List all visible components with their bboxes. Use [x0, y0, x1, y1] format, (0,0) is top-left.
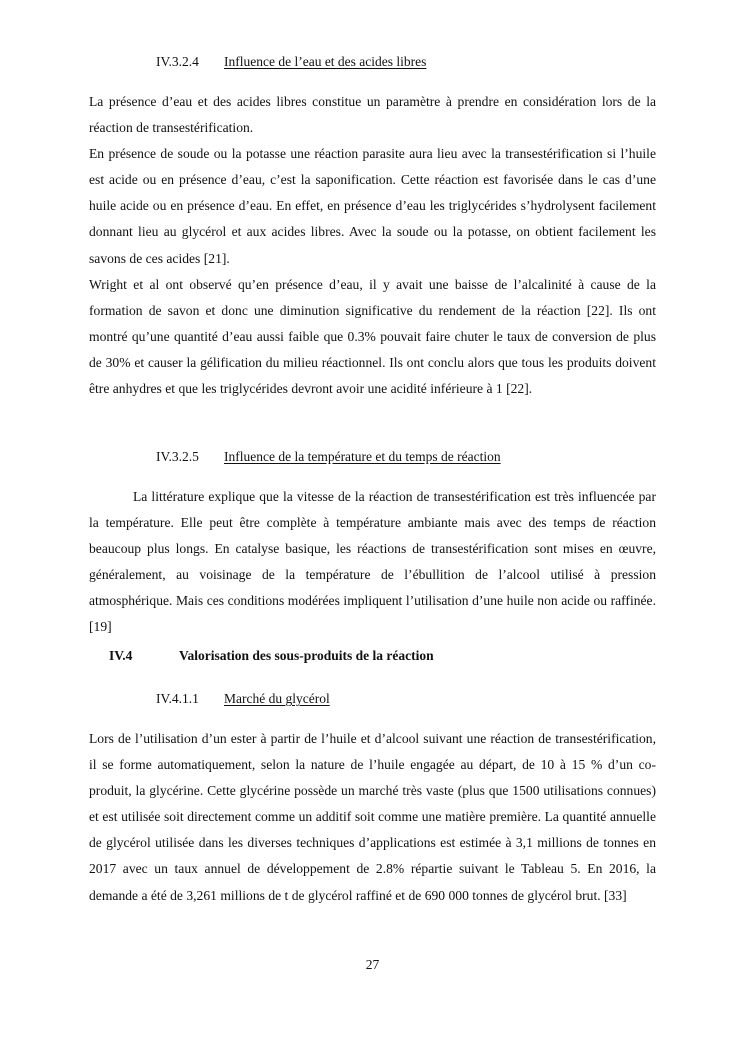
paragraph: En présence de soude ou la potasse une réaction parasite aura lieu avec la transestérification si l’huile est acide ou en présence d’eau, c’est la saponification. Cette réaction est favorisée dans le cas d’une huile acide ou en présence d’eau. En effet, en présence d’eau les triglycérides s’hydrolysent facilement donnant lieu au glycérol et aux acides libres. Avec la soude ou la potasse, on obtient facilement les savons de ces acides [21].	[89, 146, 656, 266]
section-number: IV.4	[109, 648, 133, 663]
section-body-iv-3-2-5	[89, 484, 656, 641]
section-number: IV.3.2.5	[156, 449, 199, 464]
section-number: IV.3.2.4	[156, 54, 199, 69]
section-number: IV.4.1.1	[156, 691, 199, 706]
paragraph: Lors de l’utilisation d’un ester à partir de l’huile et d’alcool suivant une réaction de transestérification, il se forme automatiquement, selon la nature de l’huile engagée au départ, de 10 à 15 % d’un co-produit, la glycérine. Cette glycérine possède un marché très vaste (plus que 1500 utilisations connues) et est utilisée soit directement comme un additif soit comme une matière première. La quantité annuelle de glycérol utilisée dans les diverses techniques d’applications est estimée à 3,1 millions de tonnes en 2017 avec un taux annuel de développement de 2.8% répartie suivant le Tableau 5. En 2016, la demande a été de 3,261 millions de t de glycérol raffiné et de 690 000 tonnes de glycérol brut. [33]	[89, 731, 656, 903]
paragraph: La littérature explique que la vitesse de la réaction de transestérification est très influencée par la température. Elle peut être complète à température ambiante mais avec des temps de réaction beaucoup plus longs. En catalyse basique, les réactions de transestérification sont mises en œuvre, généralement, au voisinage de la température de l’ébullition de l’alcool utilisé à pression atmosphérique. Mais ces conditions modérées impliquent l’utilisation d’une huile non acide ou raffinée. [19]	[89, 489, 656, 635]
section-body-iv-4-1-1	[89, 726, 656, 909]
section-title: Influence de l’eau et des acides libres	[224, 54, 427, 69]
section-heading-iv-4-1-1	[156, 690, 330, 708]
paragraph: La présence d’eau et des acides libres constitue un paramètre à prendre en considération lors de la réaction de transestérification.	[89, 94, 656, 136]
section-heading-iv-4	[109, 647, 434, 665]
section-title: Valorisation des sous-produits de la réaction	[179, 648, 434, 663]
page-number: 27	[365, 957, 380, 972]
section-title: Influence de la température et du temps de réaction	[224, 449, 501, 464]
section-title: Marché du glycérol	[224, 691, 330, 706]
paragraph: Wright et al ont observé qu’en présence d’eau, il y avait une baisse de l’alcalinité à cause de la formation de savon et donc une diminution significative du rendement de la réaction [22]. Ils ont montré qu’une quantité d’eau aussi faible que 0.3% pouvait faire chuter le taux de conversion de plus de 30% et causer la gélification du milieu réactionnel. Ils ont conclu alors que tous les produits doivent être anhydres et que les triglycérides devront avoir une acidité inférieure à 1 [22].	[89, 276, 656, 397]
section-heading-iv-3-2-5	[156, 448, 501, 466]
section-heading-iv-3-2-4	[156, 53, 426, 71]
section-body-iv-3-2-4	[89, 89, 656, 402]
